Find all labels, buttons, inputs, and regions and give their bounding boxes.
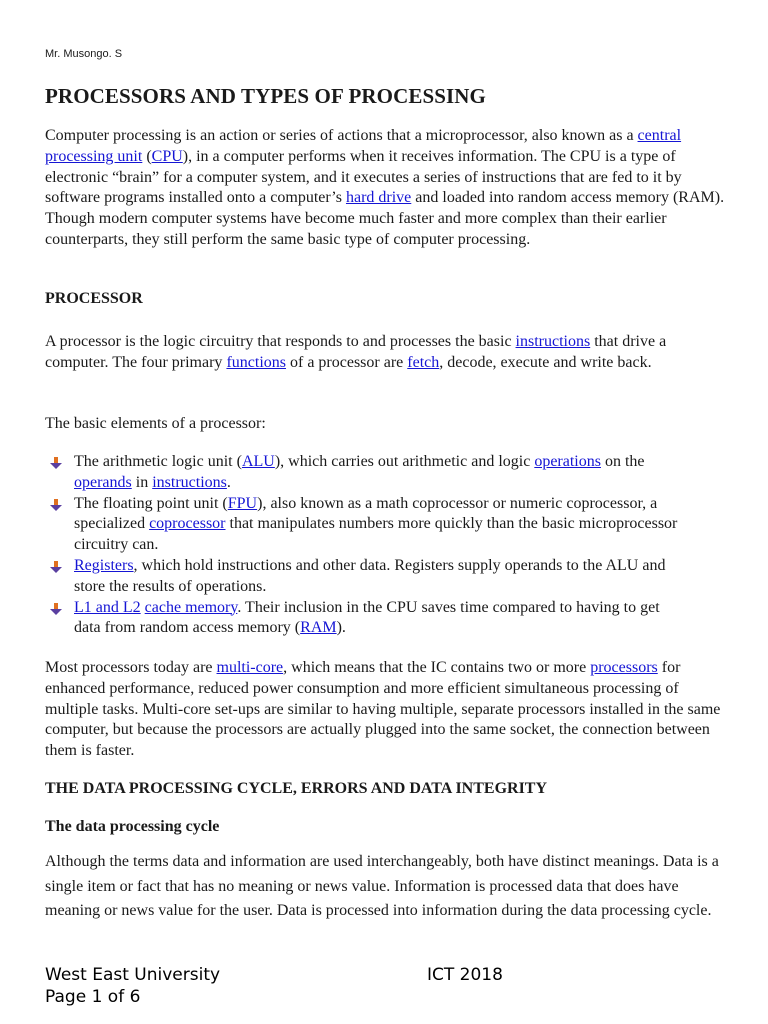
link-operations[interactable]: operations: [534, 453, 601, 470]
bullet-text: ), which carries out arithmetic and logic: [274, 453, 535, 470]
page-of-label: of: [102, 987, 130, 1007]
page-current: 1: [91, 987, 103, 1007]
processor-text-1: A processor is the logic circuitry that responds to and processes the basic: [45, 333, 516, 350]
elements-intro: The basic elements of a processor:: [45, 415, 266, 432]
link-operands[interactable]: operands: [74, 473, 132, 491]
processor-text-3: of a processor are: [285, 353, 408, 371]
bullet-text: ).: [336, 619, 346, 637]
processor-elements-list: [50, 452, 680, 639]
bullet-text: The arithmetic logic unit (: [74, 453, 242, 470]
intro-paragraph: [45, 126, 725, 251]
processor-paragraph: [45, 332, 725, 374]
processor-text-4: , decode, execute and write back.: [439, 353, 652, 371]
link-processors[interactable]: processors: [590, 659, 658, 676]
multicore-paragraph: [45, 658, 725, 762]
link-alu[interactable]: ALU: [241, 453, 275, 470]
link-coprocessor[interactable]: coprocessor: [149, 515, 226, 533]
cycle-subheading: The data processing cycle: [45, 818, 220, 835]
footer-university: West East University: [45, 965, 221, 985]
link-cpu[interactable]: CPU: [151, 147, 183, 165]
bullet-text: The floating point unit (: [74, 494, 228, 512]
document-title: PROCESSORS AND TYPES OF PROCESSING: [45, 84, 486, 108]
bullet-text: ), also known as a math coprocessor or numeric coprocessor, a specialized: [74, 494, 658, 533]
bullet-text: that manipulates numbers more quickly than the basic microprocessor circuitry can.: [74, 515, 678, 554]
multicore-text-3: for enhanced performance, reduced power consumption and more efficient simultaneous processing of multiple tasks. Multi-core set-ups are similar to having multiple, separate processors installed in the same computer, but because the processors are actually plugged into the same socket, the connection between them is faster.: [45, 659, 721, 760]
link-fpu[interactable]: FPU: [227, 494, 258, 512]
intro-text-3: ), in a computer performs when it receives information. The CPU is a type of electronic “brain” for a computer system, and it executes a series of instructions that are fed to it by software programs installed onto a computer’s: [45, 147, 682, 207]
cycle-heading: THE DATA PROCESSING CYCLE, ERRORS AND DATA INTEGRITY: [45, 780, 548, 797]
arrow-down-bullet-icon: [50, 457, 62, 469]
link-l1-l2[interactable]: L1 and L2: [74, 598, 141, 616]
list-item-cache: [50, 598, 680, 640]
bullet-text: . Their inclusion in the CPU saves time compared to having to get data from random access memory (: [74, 598, 660, 637]
bullet-text: , which hold instructions and other data. Registers supply operands to the ALU and store the results of operations.: [74, 556, 666, 595]
page-label: Page: [45, 987, 92, 1007]
link-ram[interactable]: RAM: [300, 619, 337, 637]
intro-text-1: Computer processing is an action or series of actions that a microprocessor, also known as a: [45, 127, 638, 144]
list-item-fpu: [50, 494, 680, 556]
footer-page-number: [45, 987, 140, 1007]
link-instructions[interactable]: instructions: [515, 333, 591, 350]
processor-text-2: that drive a computer. The four primary: [45, 333, 667, 371]
intro-text-4: and loaded into random access memory (RAM). Though modern computer systems have become much faster and more complex than their earlier counterparts, they still perform the same basic type of computer processing.: [45, 189, 725, 248]
list-item-registers: [50, 556, 680, 598]
list-item-alu: [50, 452, 680, 494]
link-fetch[interactable]: fetch: [407, 353, 440, 371]
intro-text-2: (: [142, 147, 152, 165]
author-name: Mr. Musongo. S: [45, 48, 123, 60]
cycle-paragraph: Although the terms data and information are used interchangeably, both have distinct meanings. Data is a single item or fact that has no meaning or news value. Information is processed data that does have meaning or news value for the user. Data is processed into information during the data processing cycle.: [45, 853, 719, 919]
link-cache-memory[interactable]: cache memory: [144, 598, 238, 616]
link-functions[interactable]: functions: [226, 353, 286, 371]
arrow-down-bullet-icon: [50, 603, 62, 615]
arrow-down-bullet-icon: [50, 499, 62, 511]
page-total: 6: [129, 987, 141, 1007]
bullet-text: .: [226, 473, 231, 491]
link-instructions-2[interactable]: instructions: [152, 473, 227, 491]
link-registers[interactable]: Registers: [74, 556, 134, 574]
multicore-text-2: , which means that the IC contains two or more: [283, 659, 591, 676]
arrow-down-bullet-icon: [50, 561, 62, 573]
link-multi-core[interactable]: multi-core: [216, 659, 284, 676]
link-central-processing-unit[interactable]: central processing unit: [45, 127, 682, 165]
bullet-text: in: [131, 473, 153, 491]
bullet-text: on the: [600, 453, 645, 470]
multicore-text-1: Most processors today are: [45, 659, 217, 676]
link-hard-drive[interactable]: hard drive: [345, 189, 412, 207]
footer-course: ICT 2018: [427, 965, 503, 985]
processor-heading: PROCESSOR: [45, 290, 143, 307]
